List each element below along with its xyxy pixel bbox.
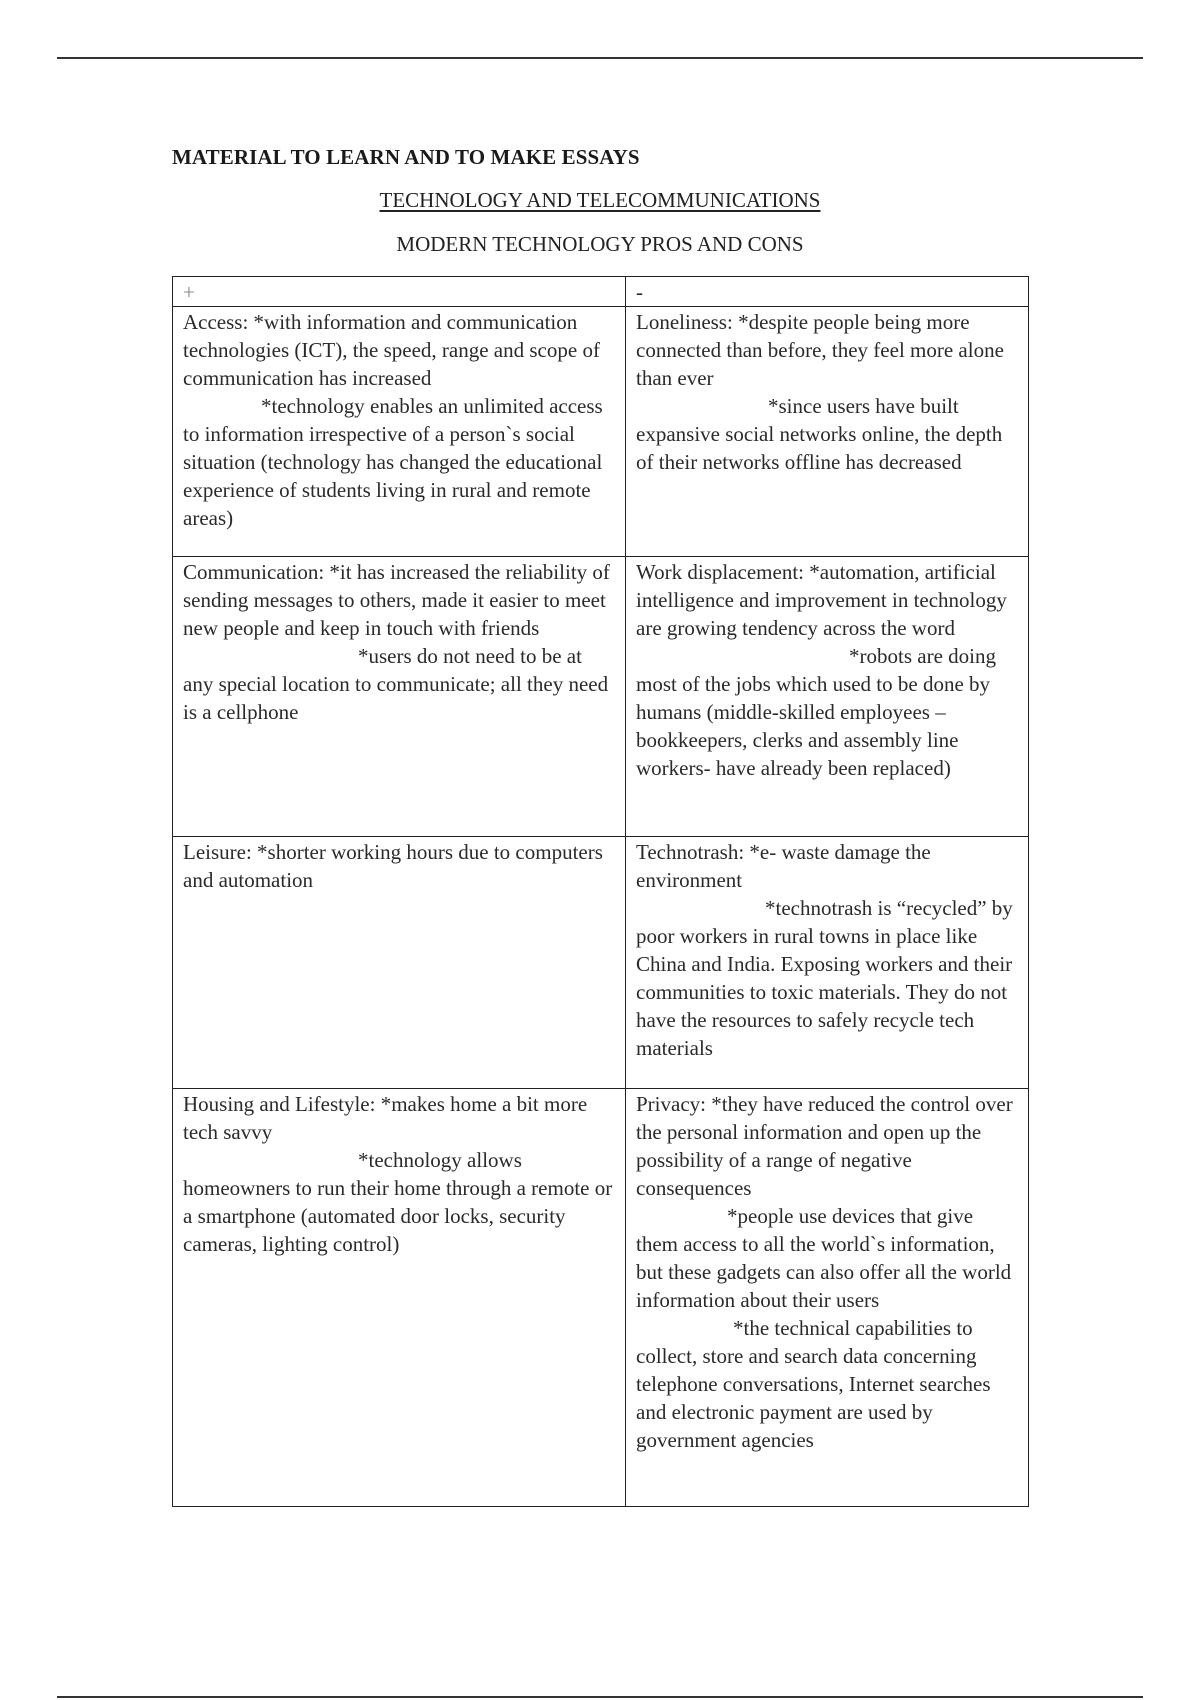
- con-cell-loneliness: [626, 307, 1029, 557]
- plus-symbol: +: [183, 280, 195, 304]
- table-header-row: [173, 277, 1029, 307]
- con-paragraph: Work displacement: *automation, artificial intelligence and improvement in technology are growing tendency across the word: [636, 560, 1007, 640]
- pro-paragraph: Leisure: *shorter working hours due to computers and automation: [183, 840, 603, 892]
- pro-cell-communication: [173, 557, 626, 837]
- con-paragraph: Loneliness: *despite people being more connected than before, they feel more alone than ever: [636, 310, 1004, 390]
- top-rule: [57, 57, 1143, 59]
- con-cell-work-displacement: [626, 557, 1029, 837]
- pro-paragraph: Access: *with information and communication technologies (ICT), the speed, range and scope of communication has increased: [183, 310, 600, 390]
- table-row-housing: [173, 1089, 1029, 1507]
- table-heading: MODERN TECHNOLOGY PROS AND CONS: [396, 232, 804, 256]
- document-title: MATERIAL TO LEARN AND TO MAKE ESSAYS: [172, 145, 640, 169]
- table-row-communication: [173, 557, 1029, 837]
- pro-paragraph: *technology allows homeowners to run their home through a remote or a smartphone (automated door locks, security cameras, lighting control): [183, 1148, 613, 1256]
- con-cell-technotrash: [626, 837, 1029, 1089]
- con-paragraph: *robots are doing most of the jobs which used to be done by humans (middle-skilled employees – bookkeepers, clerks and assembly line workers- have already been replaced): [636, 644, 996, 780]
- minus-symbol: -: [636, 280, 643, 304]
- con-paragraph: Technotrash: *e- waste damage the environment: [636, 840, 931, 892]
- bottom-rule: [57, 1696, 1143, 1698]
- document-subtitle: TECHNOLOGY AND TELECOMMUNICATIONS: [379, 188, 821, 212]
- table-row-leisure: [173, 837, 1029, 1089]
- pro-paragraph: Communication: *it has increased the reliability of sending messages to others, made it easier to meet new people and keep in touch with friends: [183, 560, 610, 640]
- pro-cell-leisure: [173, 837, 626, 1089]
- con-paragraph: Privacy: *they have reduced the control over the personal information and open up the possibility of a range of negative consequences: [636, 1092, 1013, 1200]
- con-paragraph: *the technical capabilities to collect, store and search data concerning telephone conversations, Internet searches and electronic payment are used by government agencies: [636, 1316, 991, 1452]
- pro-cell-housing: [173, 1089, 626, 1507]
- con-paragraph: *people use devices that give them access to all the world`s information, but these gadgets can also offer all the world information about their users: [636, 1204, 1012, 1312]
- pro-cell-access: [173, 307, 626, 557]
- con-cell-privacy: [626, 1089, 1029, 1507]
- pros-header: [173, 277, 626, 307]
- con-paragraph: *since users have built expansive social networks online, the depth of their networks offline has decreased: [636, 394, 1003, 474]
- con-paragraph: *technotrash is “recycled” by poor workers in rural towns in place like China and India. Exposing workers and their communities to toxic materials. They do not have the resources to safely recycle tech materials: [636, 896, 1013, 1060]
- pros-cons-table: [172, 276, 1029, 1507]
- pro-paragraph: Housing and Lifestyle: *makes home a bit more tech savvy: [183, 1092, 588, 1144]
- pro-paragraph: *users do not need to be at any special location to communicate; all they need is a cellphone: [183, 644, 609, 724]
- pro-paragraph: *technology enables an unlimited access to information irrespective of a person`s social situation (technology has changed the educational experience of students living in rural and remote areas): [183, 394, 603, 530]
- cons-header: [626, 277, 1029, 307]
- table-row-access: [173, 307, 1029, 557]
